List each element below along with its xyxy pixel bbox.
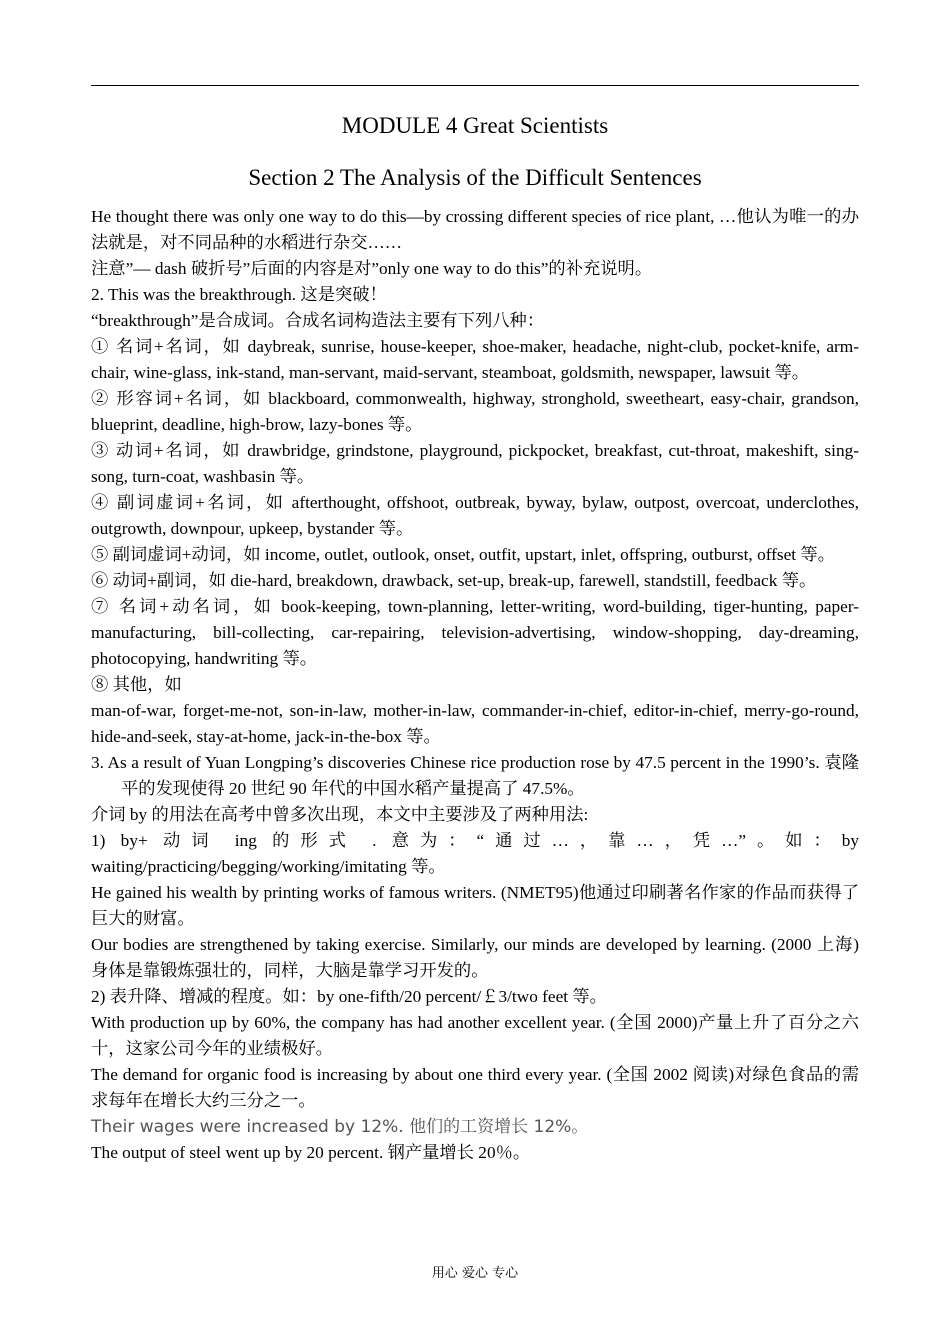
example-sentence: Their wages were increased by 12%. 他们的工资增长 12%。 <box>91 1117 589 1137</box>
list-item: ④ 副词虚词+名词，如 afterthought, offshoot, outbreak, byway, bylaw, outpost, overcoat, underclothes, outgrowth, downpour, upkeep, bystander 等。 <box>91 493 859 538</box>
list-item: ⑧ 其他，如 <box>91 675 182 694</box>
list-item: ⑦ 名词+动名词，如 book-keeping, town-planning, letter-writing, word-building, tiger-hunting, paper-manufacturing, bill-collecting, car-repairing, television-advertising, window-shopping, day-dreaming, photocopying, handwriting 等。 <box>91 597 859 668</box>
header-rule <box>91 85 859 86</box>
list-item: ⑥ 动词+副词，如 die-hard, breakdown, drawback, set-up, break-up, farewell, standstill, feedback 等。 <box>91 571 817 590</box>
paragraph: 注意”— dash 破折号”后面的内容是对”only one way to do this”的补充说明。 <box>91 259 653 278</box>
list-item: ③ 动词+名词，如 drawbridge, grindstone, playground, pickpocket, breakfast, cut-throat, makeshift, sing-song, turn-coat, washbasin 等。 <box>91 441 859 486</box>
document-body <box>91 204 859 1166</box>
list-item: ⑤ 副词虚词+动词，如 income, outlet, outlook, onset, outfit, upstart, inlet, offspring, outburst, offset 等。 <box>91 545 835 564</box>
example-sentence: The demand for organic food is increasing by about one third every year. (全国 2002 阅读)对绿色食品的需求每年在增长大约三分之一。 <box>91 1065 859 1110</box>
page-footer: 用心 爱心 专心 <box>431 1266 519 1281</box>
list-item: ① 名词+名词，如 daybreak, sunrise, house-keeper, shoe-maker, headache, night-club, pocket-knife, arm-chair, wine-glass, ink-stand, man-servant, maid-servant, steamboat, goldsmith, newspaper, lawsuit 等。 <box>91 337 859 382</box>
numbered-item: 3. As a result of Yuan Longping’s discoveries Chinese rice production rose by 47.5 percent in the 1990’s. 袁隆平的发现使得 20 世纪 90 年代的中国水稻产量提高了 47.5%。 <box>91 753 859 798</box>
example-sentence: He gained his wealth by printing works of famous writers. (NMET95)他通过印刷著名作家的作品而获得了巨大的财富。 <box>91 883 859 928</box>
paragraph: He thought there was only one way to do this—by crossing different species of rice plant, …他认为唯一的办法就是，对不同品种的水稻进行杂交…… <box>91 207 859 252</box>
paragraph: 1) by+ 动词 ing 的形式 . 意为：“通过…，靠…，凭…”。如：by waiting/practicing/begging/working/imitating 等。 <box>91 831 859 876</box>
paragraph: man-of-war, forget-me-not, son-in-law, mother-in-law, commander-in-chief, editor-in-chief, merry-go-round, hide-and-seek, stay-at-home, jack-in-the-box 等。 <box>91 701 859 746</box>
paragraph: 介词 by 的用法在高考中曾多次出现，本文中主要涉及了两种用法: <box>91 805 589 824</box>
module-title: MODULE 4 Great Scientists <box>341 113 609 138</box>
paragraph: 2) 表升降、增减的程度。如：by one-fifth/20 percent/￡3/two feet 等。 <box>91 987 607 1006</box>
paragraph: “breakthrough”是合成词。合成名词构造法主要有下列八种： <box>91 311 545 330</box>
example-sentence: With production up by 60%, the company has had another excellent year. (全国 2000)产量上升了百分之六十，这家公司今年的业绩极好。 <box>91 1013 859 1058</box>
example-sentence: Our bodies are strengthened by taking exercise. Similarly, our minds are developed by learning. (2000 上海)身体是靠锻炼强壮的，同样，大脑是靠学习开发的。 <box>91 935 859 980</box>
list-item: ② 形容词+名词，如 blackboard, commonwealth, highway, stronghold, sweetheart, easy-chair, grandson, blueprint, deadline, high-brow, lazy-bones 等。 <box>91 389 859 434</box>
example-sentence: The output of steel went up by 20 percent. 钢产量增长 20％。 <box>91 1143 531 1162</box>
section-title: Section 2 The Analysis of the Difficult Sentences <box>248 165 702 190</box>
paragraph: 2. This was the breakthrough. 这是突破！ <box>91 285 387 304</box>
